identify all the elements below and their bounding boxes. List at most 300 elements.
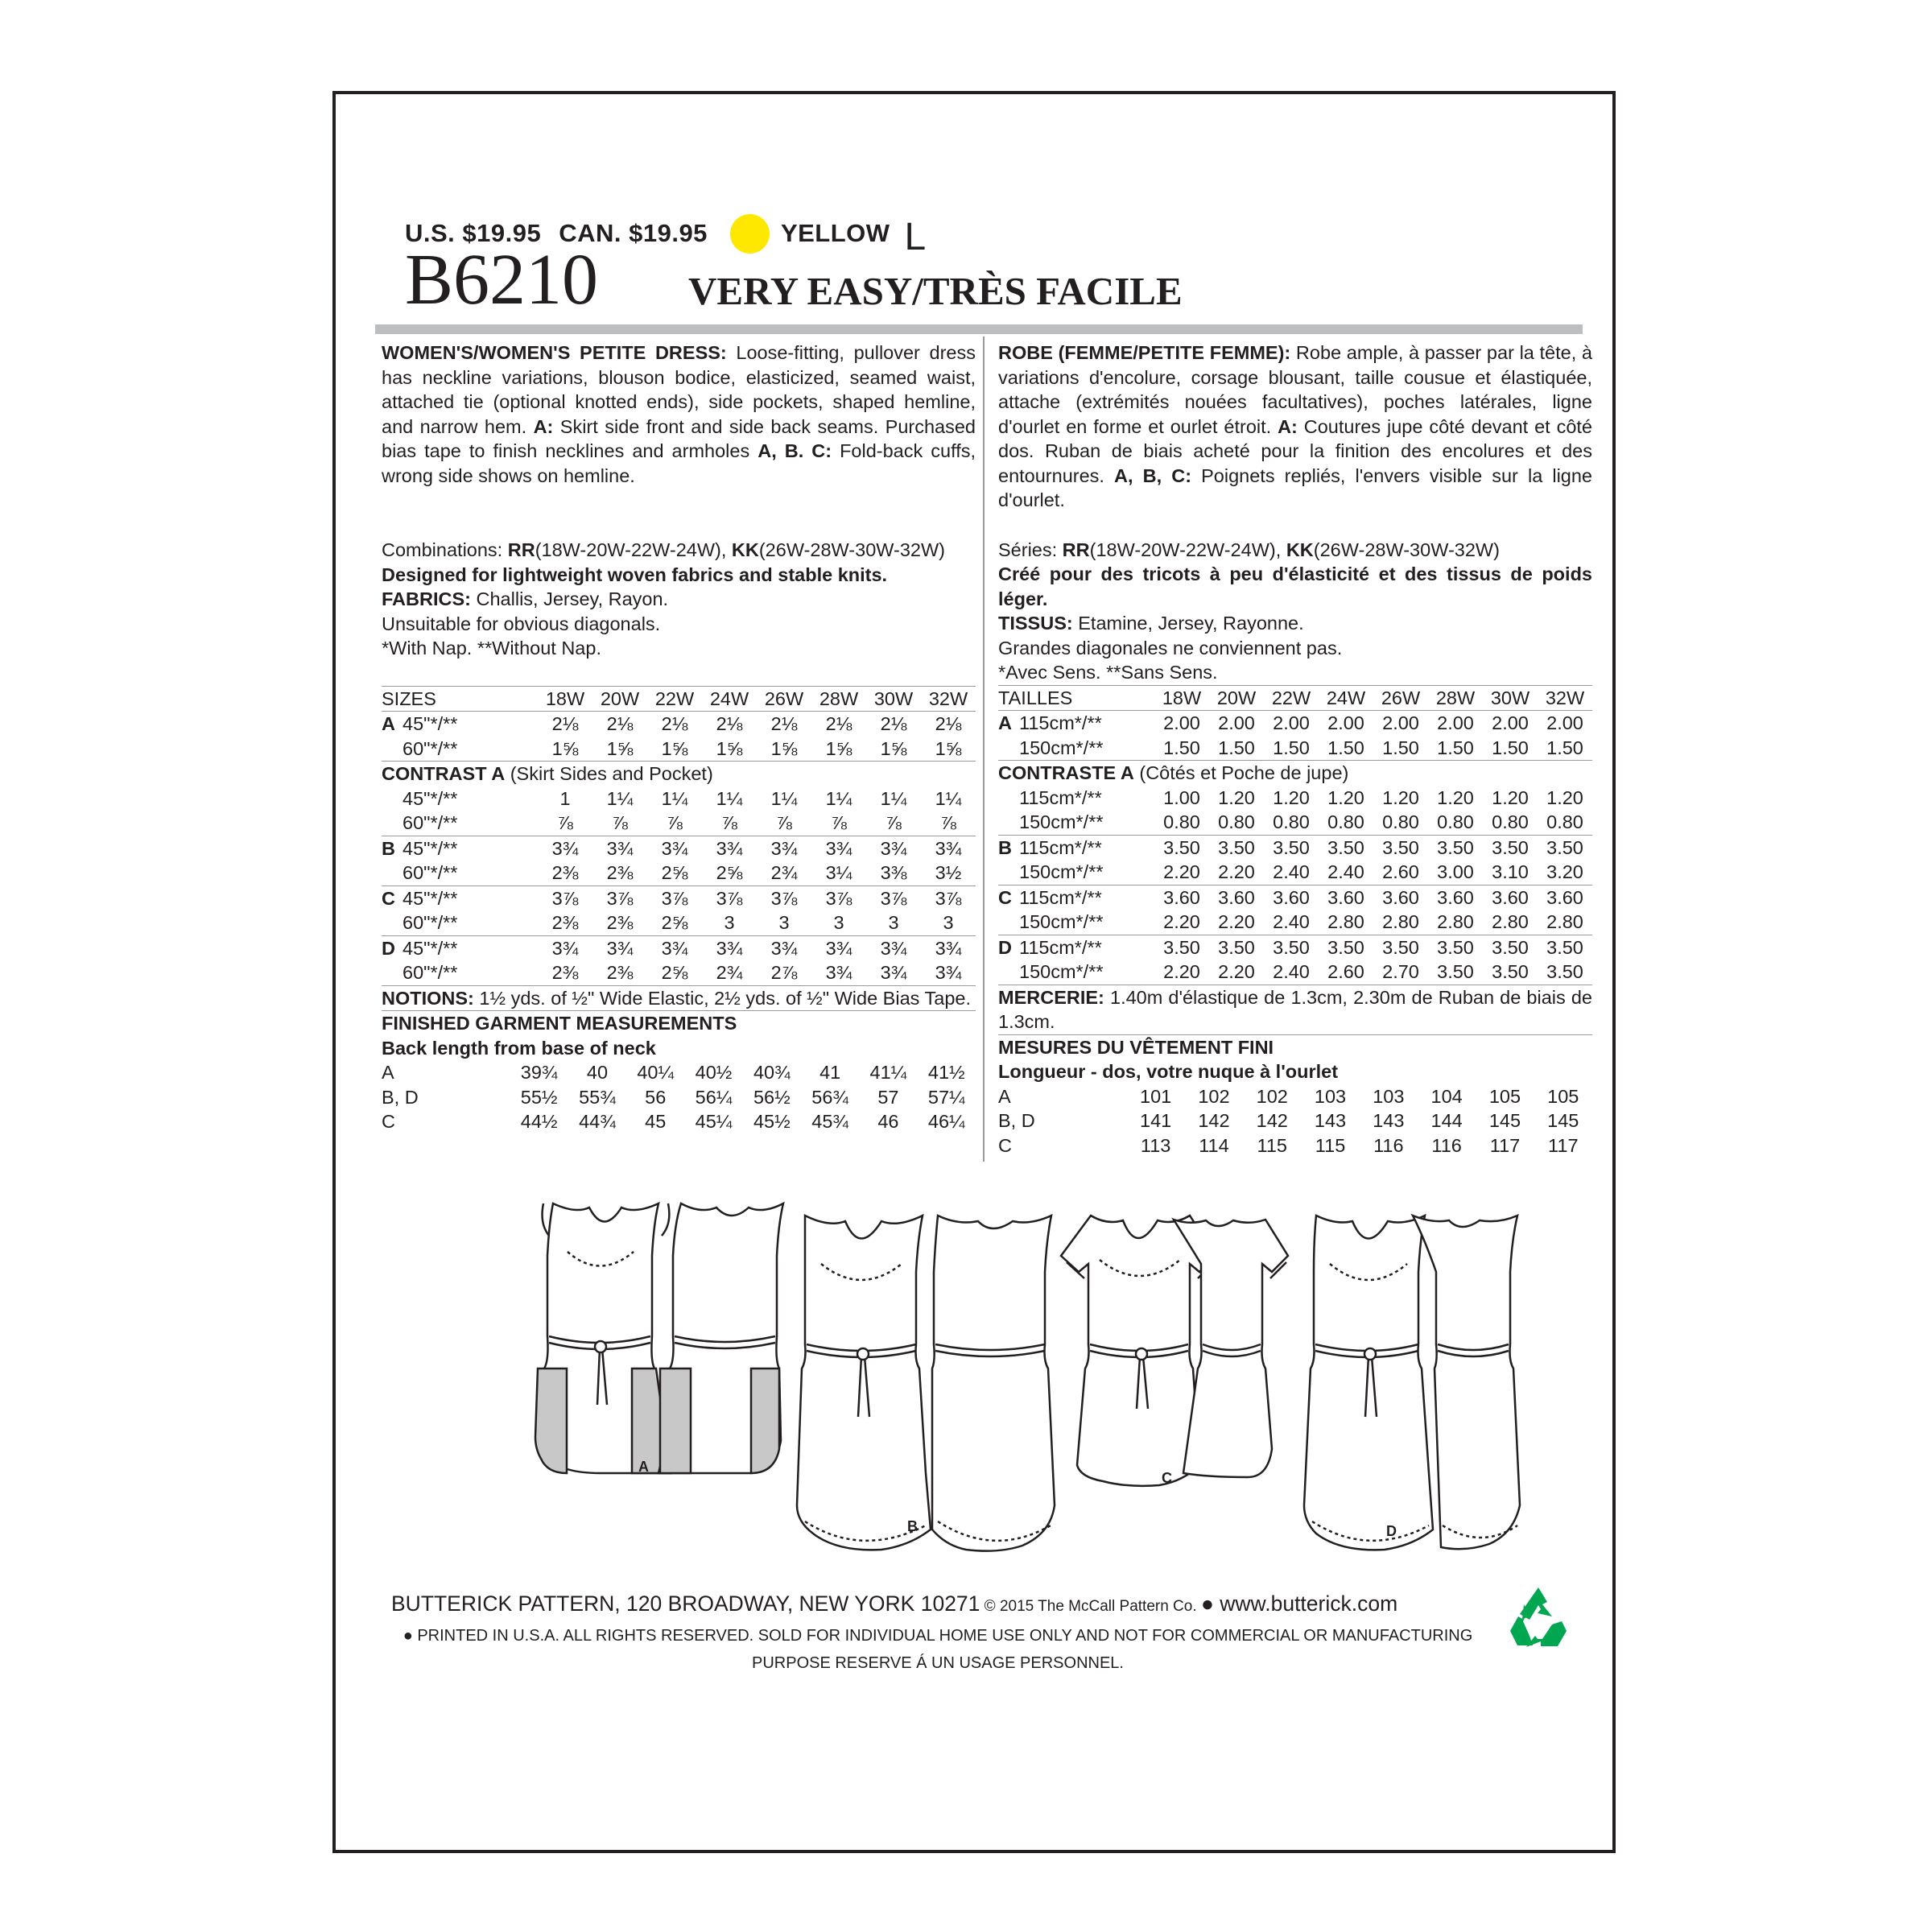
yardage-value: 2⅝ [716, 862, 743, 883]
measurement-value: 56 [645, 1086, 667, 1108]
purpose-notice: PURPOSE RESERVE Á UN USAGE PERSONNEL. [752, 1654, 1124, 1672]
yardage-value: 2⅜ [606, 862, 634, 883]
yardage-value: 1¼ [606, 787, 634, 809]
yardage-value: 1.00 [1163, 786, 1200, 808]
measurement-value: 103 [1314, 1085, 1347, 1107]
can-price: CAN. $19.95 [559, 219, 708, 247]
yardage-value: 2.20 [1163, 961, 1200, 982]
yardage-value: 2⅛ [716, 713, 743, 734]
yardage-value: 3.50 [1319, 835, 1373, 860]
fabric-width: 115cm*/** [1019, 712, 1102, 733]
yardage-value: 1.50 [1273, 737, 1310, 758]
yardage-value: 3.50 [1209, 935, 1264, 960]
view-a-back-illustration [658, 1203, 783, 1473]
yardage-value: 3¾ [538, 935, 592, 960]
yardage-value: ⅞ [612, 812, 628, 833]
yardage-value: 2⅛ [880, 713, 907, 734]
size-header: 28W [811, 686, 866, 712]
size-header: 22W [1264, 685, 1319, 711]
yardage-value: 2.80 [1492, 911, 1529, 932]
yardage-value: 2⅜ [551, 912, 579, 933]
yardage-value: 2⅛ [935, 713, 962, 734]
yardage-value: 1.20 [1492, 786, 1529, 808]
measurement-value: 44½ [520, 1111, 558, 1132]
yardage-value: 2.40 [1327, 861, 1364, 882]
yardage-value: 3 [778, 912, 790, 933]
combinations: Séries: RR(18W-20W-22W-24W), KK(26W-28W-30W-32W) [998, 539, 1500, 560]
back-length-label: Longueur - dos, votre nuque à l'ourlet [998, 1061, 1339, 1082]
view-letter: D [382, 935, 402, 960]
publisher-address: BUTTERICK PATTERN, 120 BROADWAY, NEW YORK 10271 [391, 1591, 980, 1616]
measurement-value: 41¼ [869, 1062, 907, 1083]
yardage-value: 3¾ [921, 935, 976, 960]
description: WOMEN'S/WOMEN'S PETITE DRESS: Loose-fitting, pullover dress has neckline variations, blouson bodice, elasticized, seamed waist, attached tie (optional knotted ends), side pockets, shaped hemline, and narrow hem. A: Skirt side front and side back seams. Purchased bias tape to finish necklines and armholes A, B. C: Fold-back cuffs, wrong side shows on hemline. [382, 342, 976, 486]
measurement-value: 145 [1488, 1110, 1521, 1131]
view-letter: B [998, 835, 1019, 860]
color-label: YELLOW [780, 219, 890, 247]
measurement-value: 143 [1314, 1110, 1347, 1131]
yardage-value: 2.20 [1163, 861, 1200, 882]
measurement-value: 141 [1140, 1110, 1172, 1131]
yardage-value: 3¾ [757, 836, 811, 861]
fabric-width: 60"*/** [402, 962, 458, 983]
yardage-value: 3¾ [757, 935, 811, 960]
yardage-value: 1.50 [1437, 737, 1474, 758]
measurement-value: 56¾ [811, 1086, 848, 1108]
us-price: U.S. $19.95 [405, 219, 542, 247]
size-header: 30W [1483, 685, 1538, 711]
yardage-value: ⅞ [667, 812, 683, 833]
yardage-value: 3¾ [538, 836, 592, 861]
yardage-value: 0.80 [1163, 811, 1200, 832]
yardage-value: 2.40 [1273, 861, 1310, 882]
size-header: 28W [1428, 685, 1483, 711]
yardage-value: 3.50 [1483, 935, 1538, 960]
view-d-label: D [1386, 1523, 1397, 1539]
yardage-value: 3.50 [1437, 961, 1474, 982]
measurement-value: 144 [1430, 1110, 1463, 1131]
yardage-value: 1⅝ [935, 737, 962, 759]
yardage-value: 3.60 [1264, 885, 1319, 910]
size-header: 18W [538, 686, 592, 712]
yardage-value: 3¾ [866, 836, 921, 861]
yardage-value: 2⅜ [551, 862, 579, 883]
fabric-width: 115cm*/** [1019, 935, 1154, 960]
yardage-value: 1.20 [1327, 786, 1364, 808]
fabric-width: 45"*/** [402, 787, 458, 809]
yardage-value: 3 [724, 912, 735, 933]
copyright: © 2015 The McCall Pattern Co. [980, 1598, 1201, 1615]
yardage-value: 2.20 [1218, 911, 1255, 932]
back-length-label: Back length from base of neck [382, 1037, 656, 1059]
unsuitable: Unsuitable for obvious diagonals. [382, 613, 661, 634]
measurement-value: 105 [1488, 1085, 1521, 1107]
yardage-value: 3.50 [1373, 935, 1428, 960]
fabric-width: 45"*/** [402, 836, 538, 861]
yardage-value: 1⅝ [880, 737, 907, 759]
yardage-value: ⅞ [886, 812, 902, 833]
contrast-desc: (Skirt Sides and Pocket) [505, 763, 713, 784]
yardage-value: 2¾ [770, 862, 798, 883]
measurement-value: 115 [1315, 1134, 1346, 1156]
yardage-value: 1¼ [716, 787, 743, 809]
view-c-label: C [1162, 1470, 1172, 1486]
yardage-value: 1⅝ [551, 737, 579, 759]
view-letter: C [382, 886, 402, 910]
yardage-value: 2⅛ [606, 713, 634, 734]
yardage-value: 3⅞ [866, 886, 921, 910]
yardage-value: 1¼ [661, 787, 688, 809]
yardage-value: 3¾ [935, 962, 962, 983]
fabric-width: 150cm*/** [1019, 961, 1104, 982]
yardage-value: 1¼ [770, 787, 798, 809]
fabric-width: 45"*/** [402, 713, 458, 734]
size-header: 24W [702, 686, 757, 712]
yardage-value: 3.10 [1492, 861, 1529, 882]
yardage-value: 2.80 [1546, 911, 1583, 932]
nap-note: *Avec Sens. **Sans Sens. [998, 662, 1218, 683]
bullet: ● [1200, 1591, 1214, 1616]
yardage-value: 3¾ [811, 836, 866, 861]
measurement-value: 57 [877, 1086, 899, 1108]
yardage-value: 2⅝ [661, 862, 688, 883]
yardage-value: 3⅞ [647, 886, 702, 910]
yardage-value: 3.50 [1546, 961, 1583, 982]
measurement-value: 40½ [695, 1062, 733, 1083]
yardage-value: 2.00 [1273, 712, 1310, 733]
measurement-value: 56¼ [695, 1086, 733, 1108]
yardage-value: 2⅞ [770, 962, 798, 983]
combinations: Combinations: RR(18W-20W-22W-24W), KK(26W-28W-30W-32W) [382, 539, 945, 560]
yardage-value: 1.50 [1492, 737, 1529, 758]
yardage-value: 2.00 [1163, 712, 1200, 733]
yardage-value: 3.50 [1428, 835, 1483, 860]
measurement-value: 44¾ [579, 1111, 616, 1132]
yardage-value: 3¾ [702, 935, 757, 960]
designed-for: Designed for lightweight woven fabrics and stable knits. [382, 564, 888, 585]
yardage-value: 2⅝ [661, 912, 688, 933]
yardage-value: 0.80 [1546, 811, 1583, 832]
yardage-value: 3.60 [1538, 885, 1592, 910]
measurement-label: C [998, 1134, 1012, 1156]
yardage-value: 1⅝ [770, 737, 798, 759]
yardage-value: 2⅛ [551, 713, 579, 734]
sizes-label: TAILLES [998, 685, 1154, 711]
measurement-value: 115 [1257, 1134, 1287, 1156]
yardage-value: 2⅛ [825, 713, 852, 734]
yardage-value: 0.80 [1382, 811, 1419, 832]
measurement-value: 102 [1256, 1085, 1288, 1107]
yardage-value: 3.60 [1209, 885, 1264, 910]
yardage-value: 2⅛ [661, 713, 688, 734]
designed-for: Créé pour des tricots à peu d'élasticité et des tissus de poids léger. [998, 564, 1592, 609]
measurement-label: B, D [382, 1086, 419, 1108]
yardage-value: 1.20 [1546, 786, 1583, 808]
yardage-value: 2.80 [1437, 911, 1474, 932]
yardage-value: 1.50 [1218, 737, 1255, 758]
yardage-value: 1.50 [1546, 737, 1583, 758]
measurement-value: 56½ [753, 1086, 791, 1108]
yardage-value: 2.80 [1382, 911, 1419, 932]
yardage-value: 2.80 [1327, 911, 1364, 932]
measurement-value: 40 [586, 1062, 609, 1083]
size-header: 30W [866, 686, 921, 712]
yardage-value: 3.50 [1209, 835, 1264, 860]
yardage-value: 1⅝ [661, 737, 688, 759]
size-header: 32W [1538, 685, 1592, 711]
yardage-value: 2.20 [1218, 861, 1255, 882]
yardage-value: ⅞ [721, 812, 737, 833]
measurement-value: 105 [1547, 1085, 1579, 1107]
yardage-value: 2.00 [1327, 712, 1364, 733]
yardage-value: 3.60 [1428, 885, 1483, 910]
size-header: 20W [592, 686, 647, 712]
yardage-value: 3.50 [1483, 835, 1538, 860]
footer-address-line [391, 1591, 1397, 1616]
yardage-value: 2.40 [1273, 911, 1310, 932]
yardage-value: 3.50 [1154, 935, 1209, 960]
view-letter: B [382, 836, 402, 861]
yardage-value: 0.80 [1273, 811, 1310, 832]
fabric-width: 60"*/** [402, 737, 458, 759]
fabric-width: 45"*/** [402, 886, 538, 910]
yardage-value: 3.50 [1538, 835, 1592, 860]
size-header: 26W [757, 686, 811, 712]
measurement-value: 142 [1198, 1110, 1230, 1131]
size-header: 32W [921, 686, 976, 712]
measurement-value: 102 [1198, 1085, 1230, 1107]
fabric-width: 150cm*/** [1019, 861, 1104, 882]
yardage-value: ⅞ [776, 812, 792, 833]
fabric-width: 60"*/** [402, 862, 458, 883]
yardage-value: 1¼ [825, 787, 852, 809]
yardage-value: ⅞ [940, 812, 956, 833]
yardage-value: 3¾ [647, 836, 702, 861]
difficulty-label: VERY EASY/TRÈS FACILE [688, 269, 1183, 313]
size-header: 18W [1154, 685, 1209, 711]
yardage-value: 2.20 [1163, 911, 1200, 932]
yardage-value: 1.50 [1327, 737, 1364, 758]
size-header: 26W [1373, 685, 1428, 711]
yardage-value: 2.00 [1492, 712, 1529, 733]
fabric-width: 60"*/** [402, 912, 458, 933]
yardage-value: 3.60 [1373, 885, 1428, 910]
yardage-value: 0.80 [1437, 811, 1474, 832]
yardage-value: 3.50 [1373, 835, 1428, 860]
yardage-value: 3½ [935, 862, 962, 883]
measurement-label: C [382, 1111, 395, 1132]
measurement-value: 46 [877, 1111, 899, 1132]
yardage-value: ⅞ [831, 812, 847, 833]
yardage-value: 2⅜ [606, 962, 634, 983]
view-a-label: A [638, 1459, 649, 1475]
yardage-value: 1⅝ [716, 737, 743, 759]
yardage-value: 3⅞ [921, 886, 976, 910]
yardage-value: 3⅞ [757, 886, 811, 910]
yardage-value: 3⅞ [702, 886, 757, 910]
fabric-width: 115cm*/** [1019, 786, 1102, 808]
measurement-value: 142 [1256, 1110, 1288, 1131]
yardage-value: 2⅜ [606, 912, 634, 933]
nap-note: *With Nap. **Without Nap. [382, 638, 601, 658]
yardage-value: 0.80 [1327, 811, 1364, 832]
measurement-value: 114 [1199, 1134, 1229, 1156]
fabric-width: 45"*/** [402, 935, 538, 960]
fgm-title: FINISHED GARMENT MEASUREMENTS [382, 1010, 976, 1036]
yardage-value: 3¾ [921, 836, 976, 861]
yardage-value: 2.00 [1437, 712, 1474, 733]
yardage-value: 3.60 [1154, 885, 1209, 910]
yardage-value: 2.00 [1218, 712, 1255, 733]
measurement-value: 45½ [753, 1111, 791, 1132]
yardage-value: 2.20 [1218, 961, 1255, 982]
measurement-value: 46¼ [927, 1111, 965, 1132]
measurement-value: 113 [1140, 1134, 1171, 1156]
yardage-value: 3.50 [1492, 961, 1529, 982]
measurement-value: 104 [1430, 1085, 1463, 1107]
fgm-title: MESURES DU VÊTEMENT FINI [998, 1034, 1592, 1060]
yardage-value: 3 [943, 912, 954, 933]
view-letter: A [382, 713, 395, 734]
description: ROBE (FEMME/PETITE FEMME): Robe ample, à passer par la tête, à variations d'encolure, corsage blousant, taille cousue et élastiquée, attache (extrémités nouées facultatives), poches latérales, ligne d'ourlet en forme et ourlet étroit. A: Coutures jupe côté devant et côté dos. Ruban de biais acheté pour la finition des encolures et des entournures. A, B, C: Poignets repliés, l'envers visible sur la ligne d'ourlet. [998, 342, 1592, 510]
size-header: 20W [1209, 685, 1264, 711]
yardage-value: 2.00 [1546, 712, 1583, 733]
yardage-value: 3.60 [1319, 885, 1373, 910]
yardage-value: 1.20 [1437, 786, 1474, 808]
yardage-value: 0.80 [1492, 811, 1529, 832]
measurement-value: 55½ [520, 1086, 558, 1108]
measurement-label: B, D [998, 1110, 1035, 1131]
unsuitable: Grandes diagonales ne conviennent pas. [998, 637, 1343, 658]
measurement-value: 117 [1489, 1134, 1521, 1156]
measurement-value: 145 [1547, 1110, 1579, 1131]
measurement-label: A [382, 1062, 394, 1083]
yardage-value: 3¾ [592, 836, 647, 861]
printed-notice: ● PRINTED IN U.S.A. ALL RIGHTS RESERVED. SOLD FOR INDIVIDUAL HOME USE ONLY AND NOT FOR COMMERCIAL OR MANUFACTURING [402, 1627, 1473, 1645]
yardage-value: 2.40 [1273, 961, 1310, 982]
yardage-value: 3.50 [1428, 935, 1483, 960]
measurement-value: 41 [819, 1062, 841, 1083]
fabrics: FABRICS: Challis, Jersey, Rayon. [382, 588, 669, 609]
yardage-value: 3 [833, 912, 844, 933]
view-letter: D [998, 935, 1019, 960]
yardage-value: 2.60 [1327, 961, 1364, 982]
yardage-value: 2.60 [1382, 861, 1419, 882]
measurement-value: 103 [1373, 1085, 1405, 1107]
view-b-label: B [907, 1518, 918, 1534]
yardage-value: 1⅝ [606, 737, 634, 759]
measurement-value: 45¾ [811, 1111, 848, 1132]
yardage-value: 3.50 [1264, 935, 1319, 960]
yardage-value: 3.50 [1154, 835, 1209, 860]
yardage-value: 3⅜ [880, 862, 907, 883]
notions: NOTIONS: 1½ yds. of ½" Wide Elastic, 2½ yds. of ½" Wide Bias Tape. [382, 985, 976, 1011]
view-b-front-illustration [797, 1216, 931, 1550]
yardage-value: 3¾ [866, 935, 921, 960]
measurement-value: 57¼ [927, 1086, 965, 1108]
measurement-value: 55¾ [579, 1086, 616, 1108]
measurement-value: 116 [1431, 1134, 1462, 1156]
yardage-value: 1.20 [1273, 786, 1310, 808]
measurement-value: 117 [1548, 1134, 1579, 1156]
measurement-value: 39¾ [520, 1062, 558, 1083]
yardage-value: 2⅜ [551, 962, 579, 983]
yardage-value: 3.50 [1538, 935, 1592, 960]
yardage-value: 2⅛ [770, 713, 798, 734]
yardage-value: 2.70 [1382, 961, 1419, 982]
yardage-value: 3.50 [1319, 935, 1373, 960]
yardage-value: 3⅞ [538, 886, 592, 910]
yardage-value: 3¾ [702, 836, 757, 861]
size-header: 24W [1319, 685, 1373, 711]
view-b-back-illustration [932, 1216, 1055, 1551]
measurement-value: 143 [1373, 1110, 1405, 1131]
yardage-value: 2.00 [1382, 712, 1419, 733]
measurement-value: 41½ [927, 1062, 965, 1083]
contrast-label: CONTRAST A [382, 763, 506, 784]
yardage-value: 1.50 [1382, 737, 1419, 758]
yardage-value: 3.00 [1437, 861, 1474, 882]
yardage-value: 1.50 [1163, 737, 1200, 758]
yardage-value: 3⅞ [592, 886, 647, 910]
pattern-number: B6210 [405, 240, 599, 320]
fabric-width: 115cm*/** [1019, 835, 1154, 860]
yardage-value: 1 [559, 787, 571, 809]
view-d-front-illustration [1304, 1216, 1433, 1550]
website-link: www.butterick.com [1213, 1591, 1398, 1616]
fabric-width: 150cm*/** [1019, 911, 1104, 932]
fabric-width: 150cm*/** [1019, 811, 1104, 832]
view-letter: A [998, 712, 1012, 733]
fabrics: TISSUS: Etamine, Jersey, Rayonne. [998, 613, 1304, 634]
fabric-width: 60"*/** [402, 812, 458, 833]
measurement-label: A [998, 1085, 1011, 1107]
yardage-value: 3.50 [1264, 835, 1319, 860]
yardage-value: 2¾ [716, 962, 743, 983]
yardage-value: 3 [888, 912, 899, 933]
yardage-value: 3¾ [880, 962, 907, 983]
size-letter: L [904, 215, 927, 258]
yardage-value: 1⅝ [825, 737, 852, 759]
fabric-width: 150cm*/** [1019, 737, 1104, 758]
measurement-value: 45 [645, 1111, 667, 1132]
yardage-value: 1.20 [1218, 786, 1255, 808]
yardage-value: 3¼ [825, 862, 852, 883]
yardage-value: 3¾ [592, 935, 647, 960]
yardage-value: ⅞ [557, 812, 573, 833]
yardage-value: 3¾ [811, 935, 866, 960]
contrast-desc: (Côtés et Poche de jupe) [1133, 762, 1349, 783]
recycle-icon [1505, 1584, 1571, 1650]
view-a-front-illustration [535, 1203, 671, 1473]
footer-legal [386, 1622, 1489, 1677]
measurement-value: 45¼ [695, 1111, 733, 1132]
yardage-value: 1¼ [880, 787, 907, 809]
measurement-value: 116 [1373, 1134, 1404, 1156]
yardage-value: 3⅞ [811, 886, 866, 910]
view-letter: C [998, 885, 1019, 910]
yardage-value: 3.20 [1546, 861, 1583, 882]
measurement-value: 40¼ [637, 1062, 675, 1083]
yardage-value: 3.60 [1483, 885, 1538, 910]
yardage-value: 2⅝ [661, 962, 688, 983]
notions: MERCERIE: 1.40m d'élastique de 1.3cm, 2.30m de Ruban de biais de 1.3cm. [998, 985, 1592, 1034]
yardage-value: 3¾ [825, 962, 852, 983]
yardage-value: 3¾ [647, 935, 702, 960]
size-header: 22W [647, 686, 702, 712]
yardage-value: 0.80 [1218, 811, 1255, 832]
fabric-width: 115cm*/** [1019, 885, 1154, 910]
